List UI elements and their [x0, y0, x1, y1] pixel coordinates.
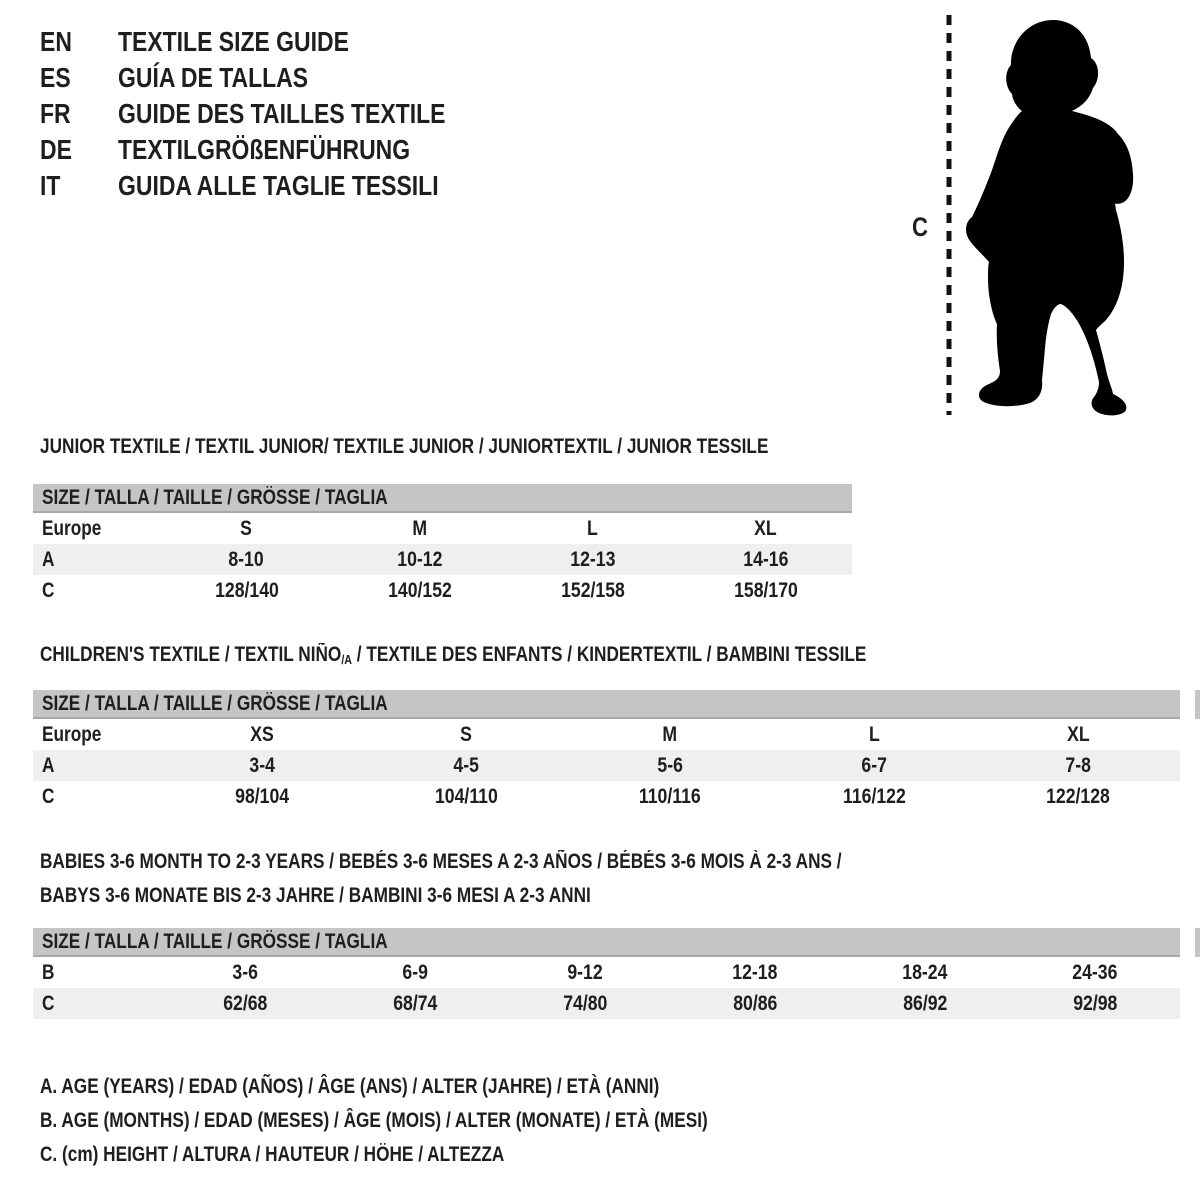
note-age-years: A. AGE (YEARS) / EDAD (AÑOS) / ÂGE (ANS) / ALTER (JAHRE) / ETÀ (ANNI): [40, 1075, 660, 1098]
language-row-fr: [40, 96, 517, 132]
table-row-age-years: A 8-10 10-12 12-13 14-16: [33, 544, 852, 575]
language-code: DE: [40, 134, 72, 165]
cropped-header-bar-fragment: [1195, 928, 1200, 957]
language-title-list: [40, 24, 517, 204]
row-label: B: [42, 960, 55, 984]
table-row-height-cm: C 98/104 104/110 110/116 116/122 122/128: [42, 784, 1110, 808]
size-header-bar: SIZE / TALLA / TAILLE / GRÖSSE / TAGLIA: [33, 690, 1180, 719]
language-row-es: [40, 60, 517, 96]
row-label: C: [42, 784, 55, 808]
guide-title-en: TEXTILE SIZE GUIDE: [118, 26, 349, 57]
table-row-europe: Europe S M L XL: [42, 516, 777, 540]
junior-size-table: [33, 484, 852, 606]
note-age-months: B. AGE (MONTHS) / EDAD (MESES) / ÂGE (MOIS) / ALTER (MONATE) / ETÀ (MESI): [40, 1109, 708, 1132]
toddler-silhouette-image: [960, 14, 1140, 416]
row-label: C: [42, 578, 55, 602]
row-label: C: [42, 991, 55, 1015]
babies-section-title-line2: BABYS 3-6 MONATE BIS 2-3 JAHRE / BAMBINI 3-6 MESI A 2-3 ANNI: [40, 884, 591, 907]
children-size-table: [33, 690, 1180, 812]
junior-section-title: JUNIOR TEXTILE / TEXTIL JUNIOR/ TEXTILE JUNIOR / JUNIORTEXTIL / JUNIOR TESSILE: [40, 435, 769, 458]
babies-size-table: [33, 928, 1180, 1019]
table-row-europe: Europe XS S M L XL: [42, 722, 1090, 746]
language-row-it: [40, 168, 517, 204]
size-header-bar: SIZE / TALLA / TAILLE / GRÖSSE / TAGLIA: [33, 484, 852, 513]
language-code: IT: [40, 170, 61, 201]
row-label: Europe: [42, 722, 102, 746]
language-code: EN: [40, 26, 72, 57]
table-row-age-months: B 3-6 6-9 9-12 12-18 18-24 24-36: [42, 960, 1118, 984]
row-label: A: [42, 753, 55, 777]
guide-title-fr: GUIDE DES TAILLES TEXTILE: [118, 98, 446, 129]
height-measure-label: C: [912, 212, 928, 242]
guide-title-it: GUIDA ALLE TAGLIE TESSILI: [118, 170, 439, 201]
row-label: A: [42, 547, 55, 571]
note-height-cm: C. (cm) HEIGHT / ALTURA / HAUTEUR / HÖHE / ALTEZZA: [40, 1143, 505, 1166]
guide-title-es: GUÍA DE TALLAS: [118, 62, 309, 93]
language-row-de: [40, 132, 517, 168]
legend-notes: [40, 1070, 854, 1172]
language-code: FR: [40, 98, 71, 129]
language-code: ES: [40, 62, 71, 93]
cropped-header-bar-fragment: [1195, 690, 1200, 719]
guide-title-de: TEXTILGRÖßENFÜHRUNG: [118, 134, 411, 165]
table-row-age-years: A 3-4 4-5 5-6 6-7 7-8: [33, 750, 1180, 781]
babies-section-title-line1: BABIES 3-6 MONTH TO 2-3 YEARS / BEBÉS 3-6 MESES A 2-3 AÑOS / BÉBÉS 3-6 MOIS À 2-3 ANS /: [40, 850, 842, 873]
size-header-bar: SIZE / TALLA / TAILLE / GRÖSSE / TAGLIA: [33, 928, 1180, 957]
children-section-title: CHILDREN'S TEXTILE / TEXTIL NIÑO/A / TEXTILE DES ENFANTS / KINDERTEXTIL / BAMBINI TESSILE: [40, 643, 867, 667]
table-row-height-cm: C 128/140 140/152 152/158 158/170: [42, 578, 798, 602]
table-row-height-cm: C 62/68 68/74 74/80 80/86 86/92 92/98: [33, 988, 1180, 1019]
nino-a-subscript: /A: [341, 652, 352, 667]
row-label: Europe: [42, 516, 102, 540]
height-measure-dashed-line: [946, 15, 952, 415]
language-row-en: [40, 24, 517, 60]
